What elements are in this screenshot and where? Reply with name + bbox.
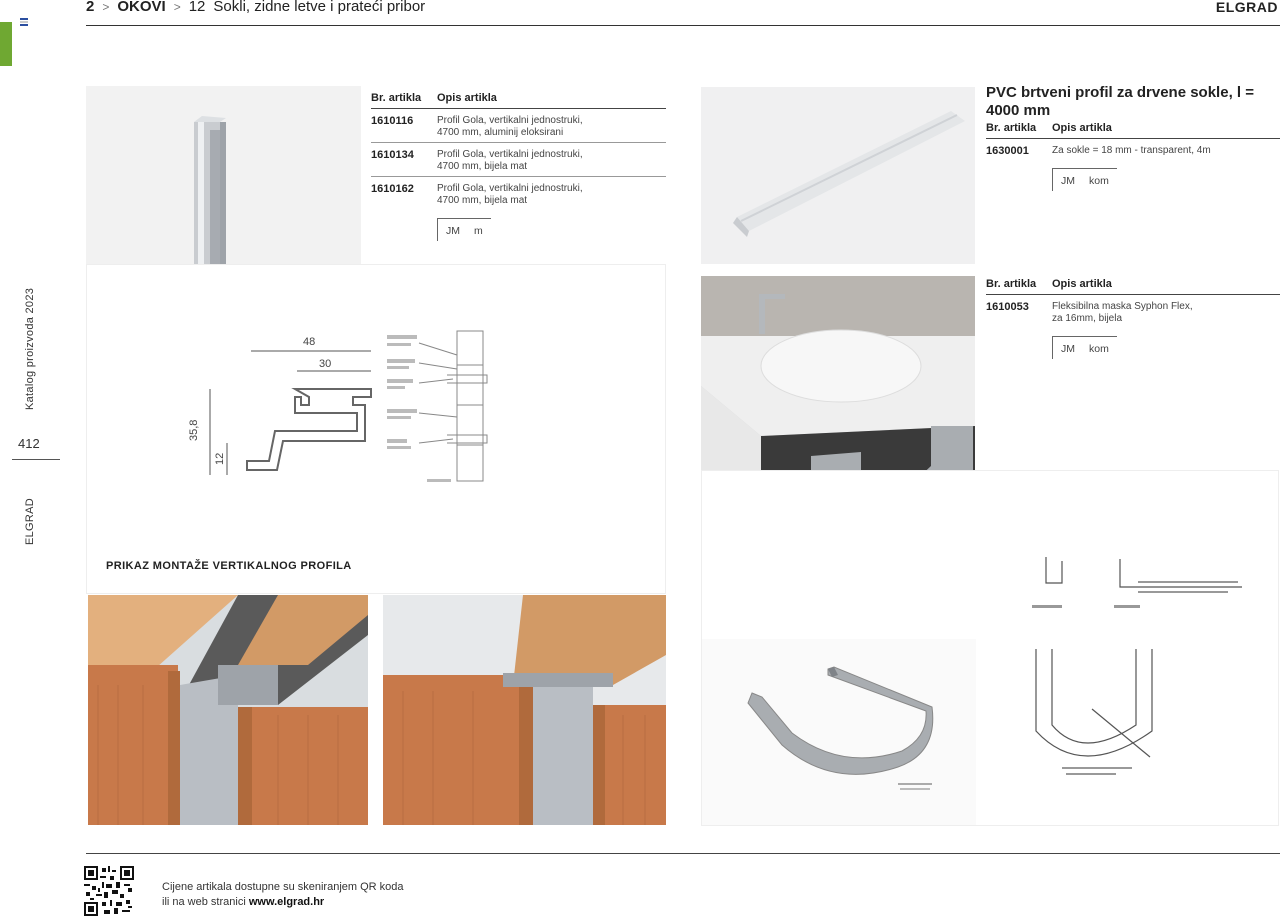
rail-divider <box>12 459 60 460</box>
table-header <box>986 278 1280 295</box>
table-header <box>371 92 666 109</box>
chevron-right-icon: > <box>102 0 110 14</box>
rail-catalog-title: Katalog proizvoda 2023 <box>24 287 36 410</box>
dim-12: 12 <box>214 452 226 465</box>
pvc-section-title: PVC brtveni profil za drvene sokle, l = 4000 mm <box>986 84 1255 119</box>
table-row <box>986 139 1280 160</box>
rail-brand: ELGRAD <box>24 497 36 545</box>
footer-line2-prefix: ili na web stranici <box>162 896 246 908</box>
article-desc-line: Profil Gola, vertikalni jednostruki, <box>437 149 583 160</box>
page-number: 412 <box>18 436 40 451</box>
unit-value: kom <box>1089 343 1109 355</box>
mount-photo-right <box>383 595 666 825</box>
unit-label: JM <box>1061 343 1075 355</box>
page-header <box>86 0 1280 26</box>
product-table-gola <box>371 92 666 241</box>
rail-accent-bar <box>0 22 12 66</box>
unit-block <box>986 328 1280 359</box>
article-code: 1610116 <box>371 115 414 127</box>
unit-value: m <box>474 225 483 237</box>
col-code-header: Br. artikla <box>986 122 1037 134</box>
article-code: 1610053 <box>986 301 1029 313</box>
article-desc <box>1052 301 1193 325</box>
article-desc-line: Profil Gola, vertikalni jednostruki, <box>437 183 583 194</box>
unit-box <box>437 218 491 241</box>
article-code: 1610162 <box>371 183 414 195</box>
unit-block <box>371 210 666 241</box>
breadcrumb-chapter-num: 2 <box>86 0 95 15</box>
dim-48: 48 <box>303 336 316 348</box>
article-desc-line: 4700 mm, bijela mat <box>437 161 528 172</box>
mount-caption: PRIKAZ MONTAŽE VERTIKALNOG PROFILA <box>106 560 352 572</box>
unit-box <box>1052 336 1117 359</box>
footer-url-link[interactable]: www.elgrad.hr <box>248 896 325 908</box>
qr-code-icon[interactable] <box>84 866 134 916</box>
table-row <box>371 109 666 143</box>
article-desc <box>437 115 583 139</box>
col-code-header: Br. artikla <box>986 278 1037 290</box>
dim-30: 30 <box>319 358 332 370</box>
col-desc-header: Opis artikla <box>1052 122 1112 134</box>
flag-icon <box>20 18 28 26</box>
col-desc-header: Opis artikla <box>1052 278 1112 290</box>
table-header <box>986 122 1280 139</box>
footer-text <box>162 880 404 910</box>
product-table-pvc <box>986 122 1280 191</box>
article-desc: Za sokle = 18 mm - transparent, 4m <box>1052 145 1211 156</box>
article-desc-line: za 16mm, bijela <box>1052 313 1123 324</box>
profile-drawing-panel <box>86 264 666 594</box>
article-desc-line: 4700 mm, bijela mat <box>437 195 528 206</box>
article-desc-line: Profil Gola, vertikalni jednostruki, <box>437 115 583 126</box>
product-table-flex <box>986 278 1280 359</box>
table-row <box>371 177 666 210</box>
table-row <box>371 143 666 177</box>
footer-line1: Cijene artikala dostupne su skeniranjem QR koda <box>162 881 404 893</box>
header-brand: ELGRAD <box>1215 0 1278 15</box>
unit-label: JM <box>446 225 460 237</box>
article-desc-line: 4700 mm, aluminij eloksirani <box>437 127 564 138</box>
table-row <box>986 295 1280 328</box>
chevron-right-icon: > <box>173 0 181 14</box>
col-desc-header: Opis artikla <box>437 92 497 104</box>
gola-profile-image <box>86 86 361 264</box>
footer-divider <box>86 853 1280 854</box>
breadcrumb-chapter[interactable]: OKOVI <box>117 0 166 15</box>
breadcrumb-section[interactable]: Sokli, zidne letve i prateći pribor <box>213 0 426 15</box>
breadcrumb <box>86 0 425 14</box>
syphon-flex-panel <box>701 470 1279 826</box>
article-desc <box>437 149 583 173</box>
breadcrumb-section-num: 12 <box>188 0 206 15</box>
unit-box <box>1052 168 1117 191</box>
article-code: 1610134 <box>371 149 414 161</box>
article-desc <box>437 183 583 207</box>
unit-value: kom <box>1089 175 1109 187</box>
pvc-profile-image <box>701 87 975 264</box>
unit-label: JM <box>1061 175 1075 187</box>
col-code-header: Br. artikla <box>371 92 422 104</box>
unit-block <box>986 160 1280 191</box>
dim-35-8: 35,8 <box>188 419 200 441</box>
article-desc-line: Fleksibilna maska Syphon Flex, <box>1052 301 1193 312</box>
article-code: 1630001 <box>986 145 1029 157</box>
mount-photo-left <box>88 595 368 825</box>
